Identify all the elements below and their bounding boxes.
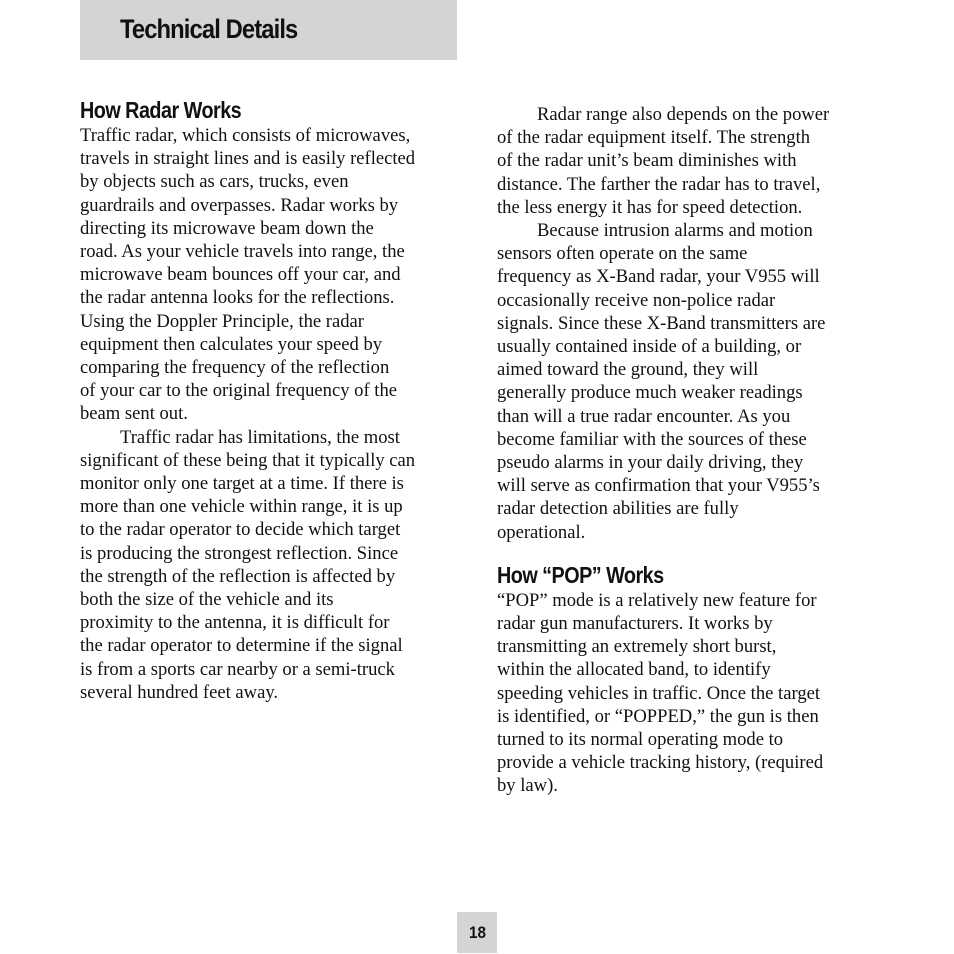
text-line: microwave beam bounces off your car, and	[80, 264, 401, 286]
paragraph-radar-range	[497, 103, 881, 219]
paragraph-radar-limitations	[80, 426, 462, 704]
text-line: signals. Since these X-Band transmitters are	[497, 312, 826, 334]
text-line: Using the Doppler Principle, the radar	[80, 310, 364, 332]
text-line: monitor only one target at a time. If there is	[80, 473, 404, 495]
text-line: Radar range also depends on the power	[537, 104, 830, 125]
text-line: is producing the strongest reflection. Since	[80, 542, 399, 564]
spacer	[497, 544, 881, 561]
text-line: “POP” mode is a relatively new feature for	[497, 589, 817, 611]
text-line: will serve as confirmation that your V955’s	[497, 475, 820, 497]
text-line: road. As your vehicle travels into range, the	[80, 241, 405, 263]
text-line: usually contained inside of a building, or	[497, 336, 802, 358]
text-line: radar gun manufacturers. It works by	[497, 613, 773, 635]
text-line: frequency as X-Band radar, your V955 will	[497, 266, 820, 288]
section-heading-how-pop-works: How “POP” Works	[497, 561, 664, 588]
text-line: proximity to the antenna, it is difficult for	[80, 612, 390, 634]
text-line: directing its microwave beam down the	[80, 217, 374, 239]
text-line: equipment then calculates your speed by	[80, 333, 383, 355]
text-line: of the radar equipment itself. The strength	[497, 127, 811, 149]
text-line: guardrails and overpasses. Radar works by	[80, 194, 399, 216]
text-line: by objects such as cars, trucks, even	[80, 171, 349, 193]
text-line: both the size of the vehicle and its	[80, 589, 334, 611]
paragraph-intrusion-alarms	[497, 219, 881, 544]
text-line: of your car to the original frequency of the	[80, 380, 398, 402]
text-line: of the radar unit’s beam diminishes with	[497, 150, 797, 172]
text-line: Traffic radar, which consists of microwaves,	[80, 125, 411, 146]
page-number: 18	[468, 922, 486, 942]
text-line: the strength of the reflection is affected by	[80, 565, 396, 587]
text-line: the less energy it has for speed detection.	[497, 196, 803, 218]
text-line: the radar antenna looks for the reflections.	[80, 287, 395, 309]
page-number-box	[457, 912, 497, 953]
text-line: several hundred feet away.	[80, 681, 279, 703]
text-line: speeding vehicles in traffic. Once the target	[497, 682, 821, 704]
text-line: operational.	[497, 521, 586, 543]
text-line: radar detection abilities are fully	[497, 498, 739, 520]
text-line: aimed toward the ground, they will	[497, 359, 759, 381]
text-line: travels in straight lines and is easily reflected	[80, 148, 416, 170]
page-title: Technical Details	[120, 14, 298, 44]
text-line: beam sent out.	[80, 403, 188, 425]
left-column	[80, 96, 462, 704]
text-line: is from a sports car nearby or a semi-truck	[80, 658, 395, 680]
text-line: transmitting an extremely short burst,	[497, 636, 777, 658]
text-line: sensors often operate on the same	[497, 243, 748, 265]
text-line: generally produce much weaker readings	[497, 382, 803, 404]
text-line: Traffic radar has limitations, the most	[120, 426, 400, 448]
header-band	[80, 0, 457, 60]
text-line: become familiar with the sources of these	[497, 428, 807, 450]
paragraph-pop-mode	[497, 589, 881, 798]
text-line: more than one vehicle within range, it is up	[80, 496, 403, 518]
section-heading-how-radar-works: How Radar Works	[80, 97, 242, 123]
text-line: by law).	[497, 775, 558, 797]
text-line: significant of these being that it typically can	[80, 449, 416, 471]
paragraph-radar-intro	[80, 124, 462, 426]
text-line: distance. The farther the radar has to travel,	[497, 173, 821, 195]
text-line: than will a true radar encounter. As you	[497, 405, 791, 427]
text-line: the radar operator to determine if the signal	[80, 635, 403, 657]
text-line: is identified, or “POPPED,” the gun is then	[497, 705, 819, 727]
text-line: pseudo alarms in your daily driving, they	[497, 452, 804, 474]
text-line: to the radar operator to decide which target	[80, 519, 401, 541]
text-line: turned to its normal operating mode to	[497, 729, 784, 751]
right-column	[497, 96, 881, 798]
text-line: Because intrusion alarms and motion	[537, 220, 813, 242]
text-line: occasionally receive non-police radar	[497, 289, 776, 311]
text-line: provide a vehicle tracking history, (required	[497, 752, 824, 774]
text-line: comparing the frequency of the reflection	[80, 357, 390, 379]
text-line: within the allocated band, to identify	[497, 659, 771, 681]
